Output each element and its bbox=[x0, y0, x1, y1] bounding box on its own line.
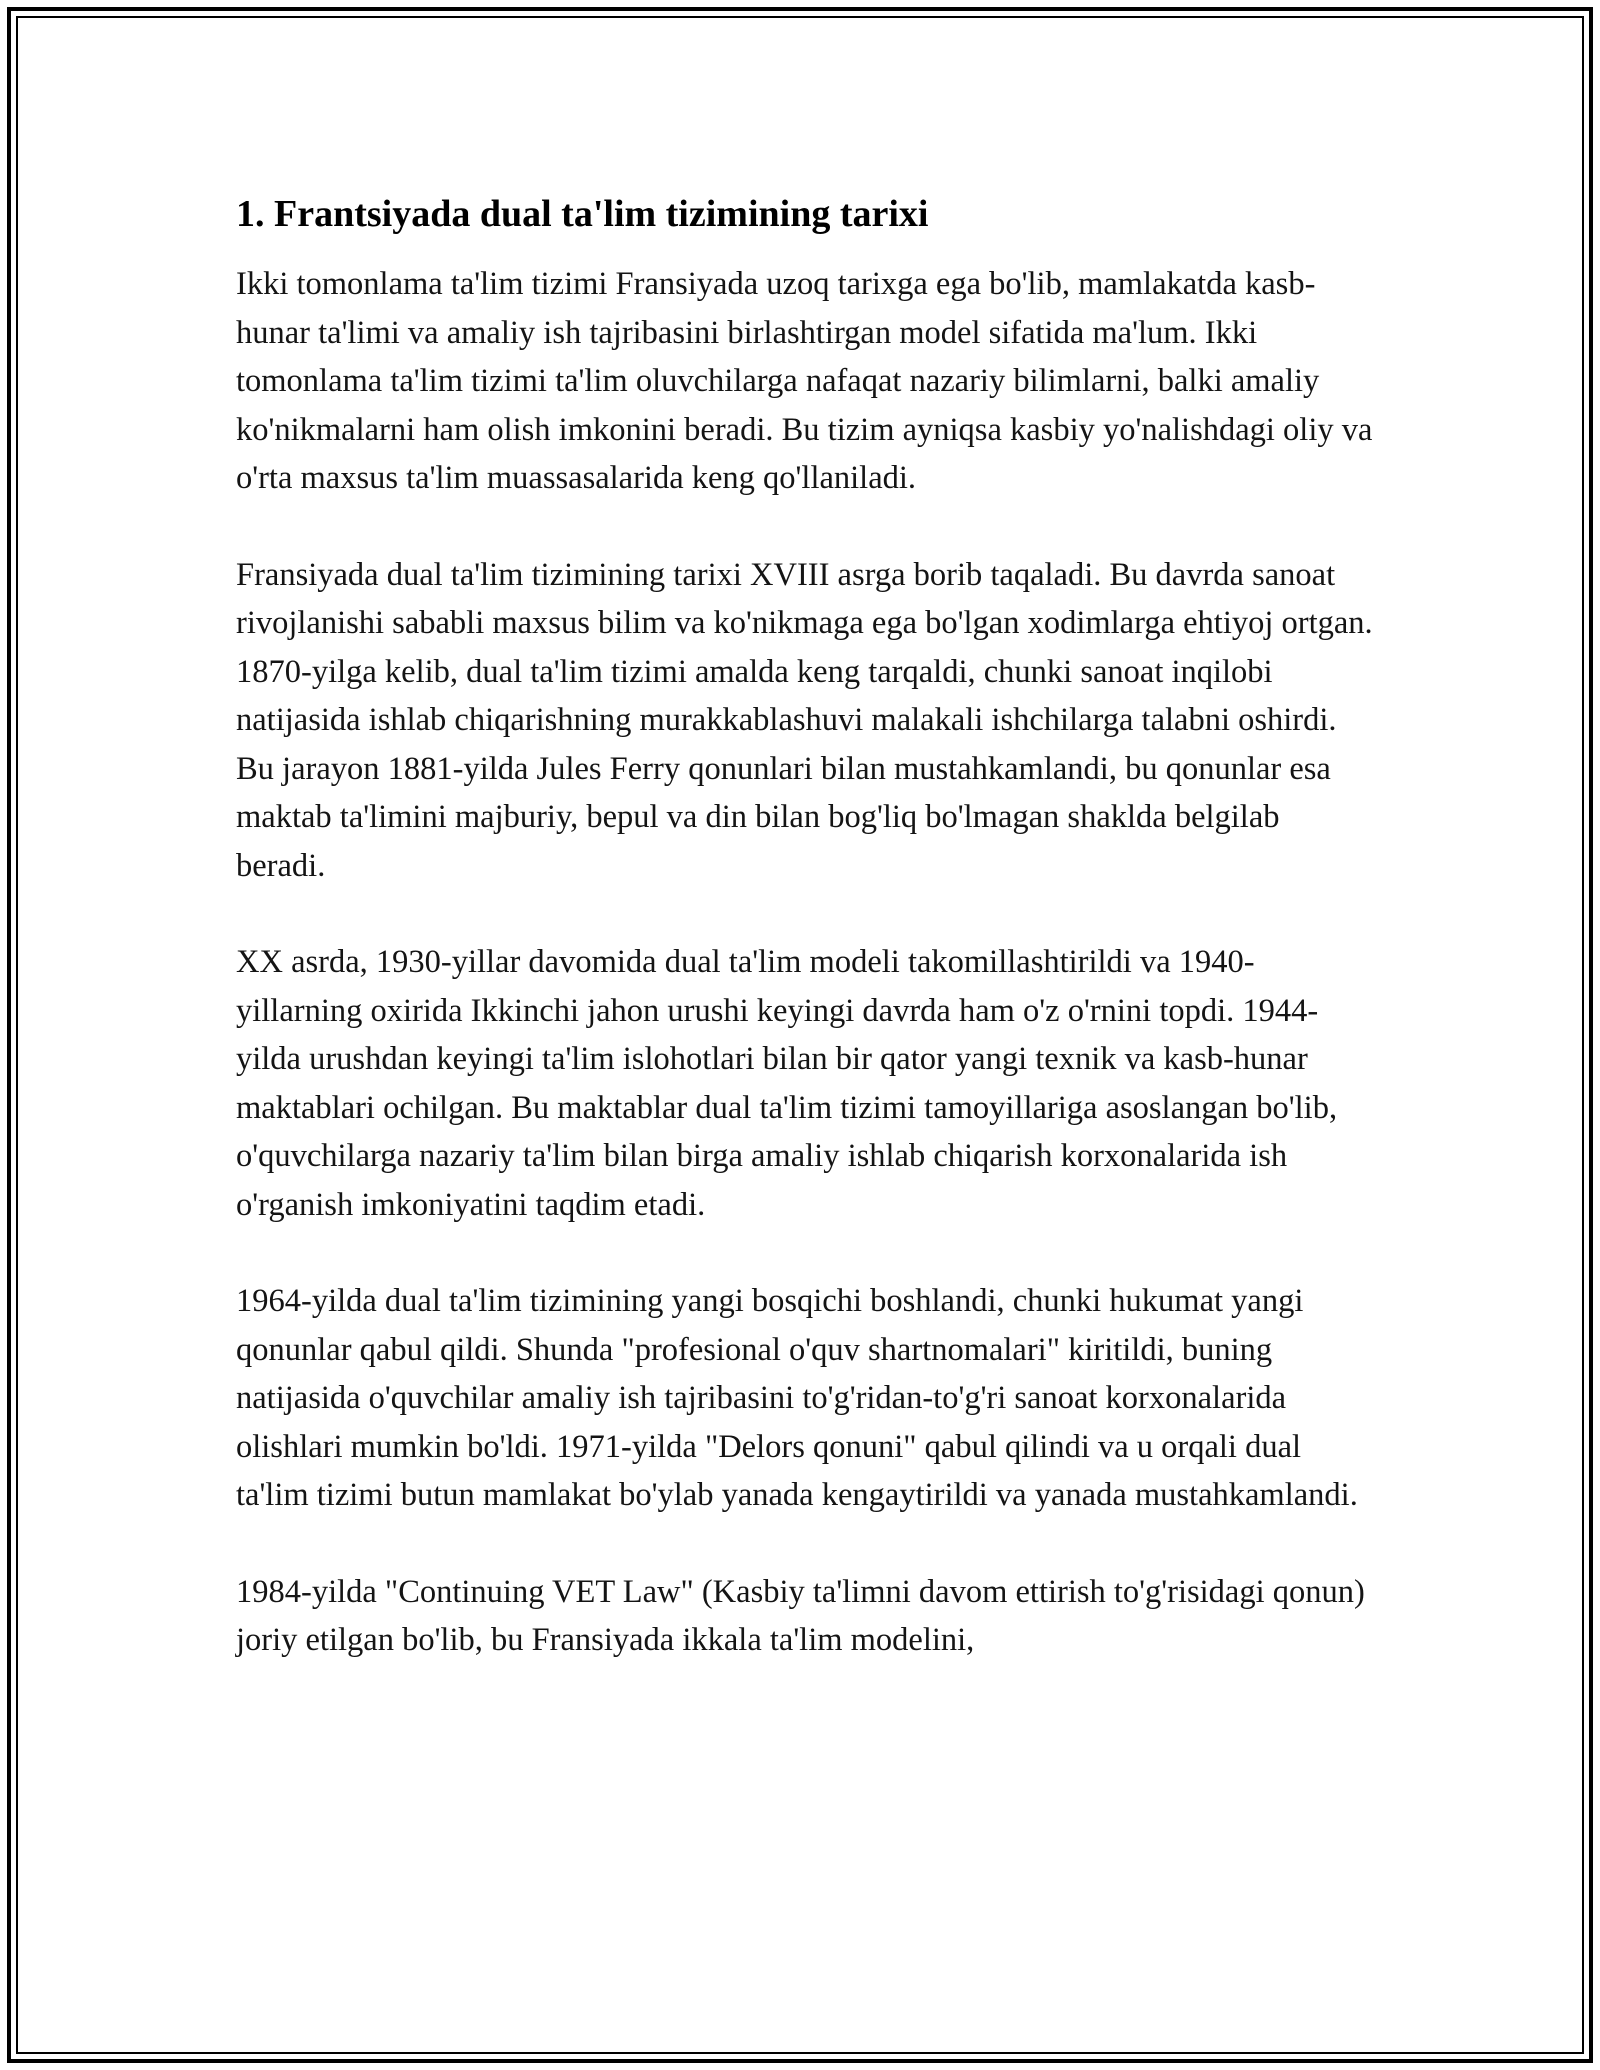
paragraph-5: 1984-yilda "Continuing VET Law" (Kasbiy ta'limni davom ettirish to'g'risidagi qonun) joriy etilgan bo'lib, bu Fransiyada ikkala ta'lim modelini, bbox=[236, 1573, 1365, 1658]
section-heading: 1. Frantsiyada dual ta'lim tizimining tarixi bbox=[236, 193, 929, 235]
paragraph-2: Fransiyada dual ta'lim tizimining tarixi XVIII asrga borib taqaladi. Bu davrda sanoat rivojlanishi sababli maxsus bilim va ko'nikmaga ega bo'lgan xodimlarga ehtiyoj ortgan. 1870-yilga kelib, dual ta'lim tizimi amalda keng tarqaldi, chunki sanoat inqilobi natijasida ishlab chiqarishning murakkablashuvi malakali ishchilarga talabni oshirdi. Bu jarayon 1881-yilda Jules Ferry qonunlari bilan mustahkamlandi, bu qonunlar esa maktab ta'limini majburiy, bepul va din bilan bog'liq bo'lmagan shaklda belgilab beradi. bbox=[236, 556, 1373, 884]
document-body bbox=[236, 186, 1376, 1713]
paragraph-4: 1964-yilda dual ta'lim tizimining yangi bosqichi boshlandi, chunki hukumat yangi qonunlar qabul qildi. Shunda "profesional o'quv shartnomalari" kiritildi, buning natijasida o'quvchilar amaliy ish tajribasini to'g'ridan-to'g'ri sanoat korxonalarida olishlari mumkin bo'ldi. 1971-yilda "Delors qonuni" qabul qilindi va u orqali dual ta'lim tizimi butun mamlakat bo'ylab yanada kengaytirildi va yanada mustahkamlandi. bbox=[236, 1283, 1358, 1513]
paragraph-3: XX asrda, 1930-yillar davomida dual ta'lim modeli takomillashtirildi va 1940-yillarning oxirida Ikkinchi jahon urushi keyingi davrda ham o'z o'rnini topdi. 1944-yilda urushdan keyingi ta'lim islohotlari bilan bir qator yangi texnik va kasb-hunar maktablari ochilgan. Bu maktablar dual ta'lim tizimi tamoyillariga asoslangan bo'lib, o'quvchilarga nazariy ta'lim bilan birga amaliy ishlab chiqarish korxonalarida ish o'rganish imkoniyatini taqdim etadi. bbox=[236, 944, 1338, 1223]
paragraph-1: Ikki tomonlama ta'lim tizimi Fransiyada uzoq tarixga ega bo'lib, mamlakatda kasb-hunar ta'limi va amaliy ish tajribasini birlashtirgan model sifatida ma'lum. Ikki tomonlama ta'lim tizimi ta'lim oluvchilarga nafaqat nazariy bilimlarni, balki amaliy ko'nikmalarni ham olish imkonini beradi. Bu tizim ayniqsa kasbiy yo'nalishdagi oliy va o'rta maxsus ta'lim muassasalarida keng qo'llaniladi. bbox=[236, 266, 1373, 496]
